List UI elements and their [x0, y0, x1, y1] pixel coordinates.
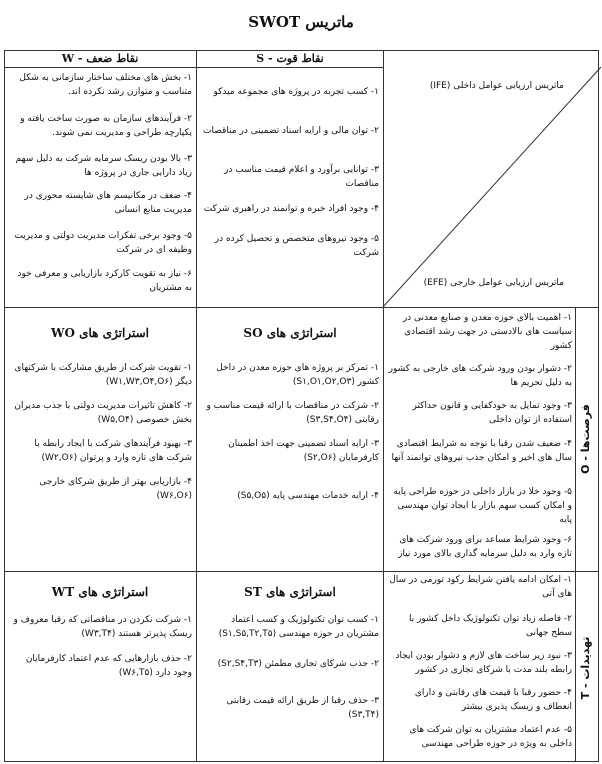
wt-title: استراتژی های WT	[51, 585, 149, 599]
threat-item: ۳- نبود زیر ساخت های لازم و دشوار بودن ایجاد رابطه بلند مدت با شرکای تجاری در کشور	[395, 651, 572, 675]
wo-title: استراتژی های WO	[51, 326, 149, 340]
wo-item: ۱- تقویت شرکت از طریق مشارکت با شرکتهای دیگر (W۱,W۳,O۴,O۶)	[14, 363, 192, 387]
so-title: استراتژی های SO	[243, 326, 337, 340]
weakness-item: ۶- نیاز به تقویت کارکرد بازاریابی و معرفی خود به مشتریان	[17, 269, 192, 293]
strength-item: ۴- وجود افراد خبره و توانمند در راهبری شرکت	[203, 204, 379, 214]
so-item: ۴- ارایه خدمات مهندسی پایه (S۵,O۵)	[237, 491, 379, 501]
st-item: ۱- کسب توان تکنولوژیک و کسب اعتماد مشتریان در حوزه مهندسی (S۱,S۵,T۲,T۵)	[218, 615, 379, 639]
ife-label: ماتریس ارزیابی عوامل داخلی (IFE)	[429, 81, 564, 91]
opportunity-item: ۶- وجود شرایط مساعد برای ورود شرکت های تازه وارد به دلیل سرمایه گذاری بالای مورد نیاز	[398, 535, 572, 559]
threat-item: ۴- حضور رقبا با قیمت های رقابتی و دارای انعطاف و ریسک پذیری بیشتر	[414, 688, 572, 712]
opportunity-item: ۱- اهمیت بالای حوزه معدن و صنایع معدنی در سیاست های بالادستی در جهت رشد اقتصادی کشور	[402, 313, 572, 351]
st-item: ۲- جذب شرکای تجاری مطمئن (S۲,S۴,T۳)	[217, 659, 379, 669]
weaknesses-header: نقاط ضعف - W	[61, 52, 139, 65]
weakness-item: ۳- بالا بودن ریسک سرمایه شرکت به دلیل سهم زیاد دارایی جاری در پروژه ها	[15, 154, 192, 178]
strength-item: ۵- وجود نیروهای متخصص و تحصیل کرده در شرکت	[214, 234, 379, 258]
strengths-header: نقاط قوت - S	[256, 52, 324, 65]
so-item: ۱- تمرکز بر پروژه های حوزه معدن در داخل کشور (S۱,O۱,O۲,O۳)	[216, 363, 379, 387]
so-item: ۳- ارایه اسناد تضمینی جهت اخذ اطمینان کارفرمایان (S۲,O۶)	[228, 439, 379, 463]
wo-item: ۳- بهبود فرآیندهای شرکت با ایجاد رابطه با شرکت های تازه وارد و پرتوان (W۲,O۶)	[34, 439, 192, 463]
opportunity-item: ۴- ضعیف شدن رقبا با توجه به شرایط اقتصادی سال های اخیر و امکان جذب نیروهای توانمند آنها	[391, 439, 572, 463]
weakness-item: ۱- بخش های مختلف ساختار سازمانی به شکل متناسب و متوازن رشد نکرده اند.	[19, 73, 192, 97]
weakness-item: ۵- وجود برخی تفکرات مدیریت دولتی و مدیریت وظیفه ای در شرکت	[14, 231, 192, 255]
opportunity-item: ۳- وجود تمایل به خودکفایی و قانون حداکثر استفاده از توان داخلی	[412, 401, 572, 425]
threat-item: ۵- عدم اعتماد مشتریان به توان شرکت های داخلی به ویژه در حوزه طراحی مهندسی	[409, 725, 572, 749]
threat-item: ۲- فاصله زیاد توان تکنولوژیک داخل کشور با سطح جهانی	[408, 614, 572, 638]
opportunity-item: ۵- وجود خلا در بازار داخلی در حوزه طراحی پایه و امکان کسب سهم بازار با ایجاد توان مهندسی پایه	[393, 487, 572, 525]
opportunity-item: ۲- دشوار بودن ورود شرکت های خارجی به کشور به دلیل تحریم ها	[388, 364, 572, 388]
strength-item: ۳- توانایی برآورد و اعلام قیمت مناسب در مناقصات	[224, 165, 379, 189]
threat-item: ۱- امکان ادامه یافتن شرایط رکود تورمی در سال های آتی	[389, 575, 572, 599]
st-title: استراتژی های ST	[244, 585, 336, 599]
threats-side-label: تهدیدات - T	[579, 636, 592, 700]
st-item: ۳- حذف رقبا از طریق ارائه قیمت رقابتی (S۳,T۴)	[226, 696, 379, 720]
strength-item: ۱- کسب تجربه در پروژه های مجموعه میدکو	[213, 87, 379, 97]
efe-label: ماتریس ارزیابی عوامل خارجی (EFE)	[423, 278, 564, 288]
wt-item: ۲- حذف بازارهایی که عدم اعتماد کارفرمایان وجود دارد (W۶,T۵)	[25, 654, 192, 678]
wo-item: ۴- بازاریابی بهتر از طریق شرکای خارجی (W۶,O۶)	[39, 477, 192, 501]
so-item: ۲- شرکت در مناقصات با ارائه قیمت مناسب و رقابتی (S۳,S۴,O۴)	[206, 401, 379, 425]
opportunities-side-label: فرصت‌ها - O	[579, 404, 592, 474]
page-title: ماتریس SWOT	[248, 13, 354, 31]
diagonal-divider	[383, 67, 601, 307]
weakness-item: ۲- فرآیندهای سازمان به صورت ساخت یافته و یکپارچه طراحی و مدیریت نمی شوند.	[20, 114, 192, 138]
swot-table	[4, 50, 599, 762]
strength-item: ۲- توان مالی و ارایه اسناد تضمینی در مناقصات	[203, 126, 379, 136]
wo-item: ۲- کاهش تاثیرات مدیریت دولتی با جذب مدیران بخش خصوصی (W۵,O۴)	[14, 401, 192, 425]
wt-item: ۱- شرکت نکردن در مناقصاتی که رقبا معروف و ریسک پذیرتر هستند (W۳,T۴)	[13, 615, 192, 639]
weakness-item: ۴- ضعف در مکانیسم های شایسته محوری در مدیریت منابع انسانی	[24, 191, 192, 215]
